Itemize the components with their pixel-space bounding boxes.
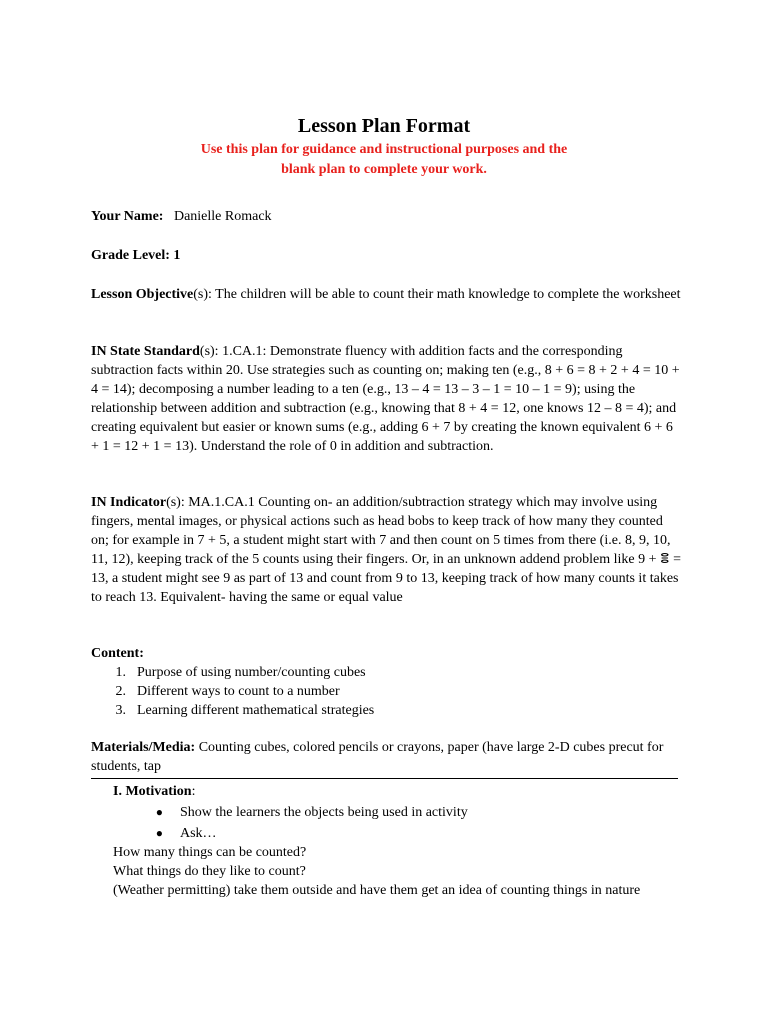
motivation-line: (Weather permitting) take them outside and have them get an idea of counting things in nature <box>113 883 641 898</box>
content-section <box>91 644 681 720</box>
content-item <box>91 663 681 682</box>
grade-level-label: Grade Level: 1 <box>91 248 181 263</box>
indicator-label: IN Indicator <box>91 495 167 510</box>
instruction-line-2: blank plan to complete your work. <box>281 162 487 177</box>
materials-label: Materials/Media: <box>91 740 196 755</box>
motivation-bullet <box>113 803 673 822</box>
indicator-text: (s): MA.1.CA.1 Counting on- an addition/subtraction strategy which may involve using fingers, mental images, or physical actions such as head bobs to keep track of how many they counted on; for example in 7 + 5, a student might start with 7 and then count on 5 times from there (i.e. 8, 9, 10, 11, 12), keeping track of the 5 counts using their fingers. Or, in an unknown addend problem like 9 + ⴻ = 13, a student might see 9 as part of 13 and count from 9 to 13, keeping track of how many counts it takes to reach 13. Equivalent- having the same or equal value <box>91 495 681 605</box>
lesson-objective-label: Lesson Objective <box>91 287 194 302</box>
motivation-bullet-text: Show the learners the objects being used in activity <box>180 805 468 820</box>
content-item-text: Purpose of using number/counting cubes <box>137 665 366 680</box>
content-item-number: 3. <box>115 703 126 718</box>
motivation-bullet-text: Ask… <box>180 826 217 841</box>
content-item-text: Different ways to count to a number <box>137 684 340 699</box>
content-item <box>91 701 681 720</box>
your-name-field <box>91 207 681 226</box>
materials-media <box>91 738 681 776</box>
indicator <box>91 493 681 607</box>
instruction-note <box>0 140 768 180</box>
materials-text: Counting cubes, colored pencils or crayons, paper (have large 2-D cubes precut for students, tap <box>91 740 664 774</box>
your-name-label: Your Name: <box>91 209 164 224</box>
motivation-label: I. Motivation <box>113 784 192 799</box>
content-item <box>91 682 681 701</box>
motivation-bullet <box>113 824 673 843</box>
motivation-line: What things do they like to count? <box>113 864 306 879</box>
document-title: Lesson Plan Format <box>297 115 471 137</box>
lesson-objective <box>91 285 681 304</box>
motivation-line: How many things can be counted? <box>113 845 307 860</box>
state-standard-text: (s): 1.CA.1: Demonstrate fluency with addition facts and the corresponding subtraction facts within 20. Use strategies such as counting on; making ten (e.g., 8 + 6 = 8 + 2 + 4 = 10 + 4 = 14); decomposing a number leading to a ten (e.g., 13 – 4 = 13 – 3 – 1 = 10 – 1 = 9); using the relationship between addition and subtraction (e.g., knowing that 8 + 4 = 12, one knows 12 – 8 = 4); and creating equivalent but easier or known sums (e.g., adding 6 + 7 by creating the known equivalent 6 + 6 + 1 = 12 + 1 = 13). Understand the role of 0 in addition and subtraction. <box>91 344 680 454</box>
motivation-section <box>113 782 673 900</box>
state-standard-label: IN State Standard <box>91 344 200 359</box>
motivation-colon: : <box>191 784 196 799</box>
motivation-heading <box>113 782 673 801</box>
content-item-number: 2. <box>115 684 126 699</box>
content-label: Content: <box>91 646 144 661</box>
bullet-icon: ● <box>155 826 163 840</box>
state-standard <box>91 342 681 456</box>
content-item-text: Learning different mathematical strategies <box>137 703 375 718</box>
your-name-value: Danielle Romack <box>173 209 272 224</box>
bullet-icon: ● <box>155 805 163 819</box>
content-item-number: 1. <box>115 665 126 680</box>
instruction-line-1: Use this plan for guidance and instructional purposes and the <box>200 142 568 157</box>
lesson-objective-text: (s): The children will be able to count their math knowledge to complete the worksheet <box>193 287 681 302</box>
section-divider <box>91 778 678 779</box>
grade-level-field <box>91 246 681 265</box>
